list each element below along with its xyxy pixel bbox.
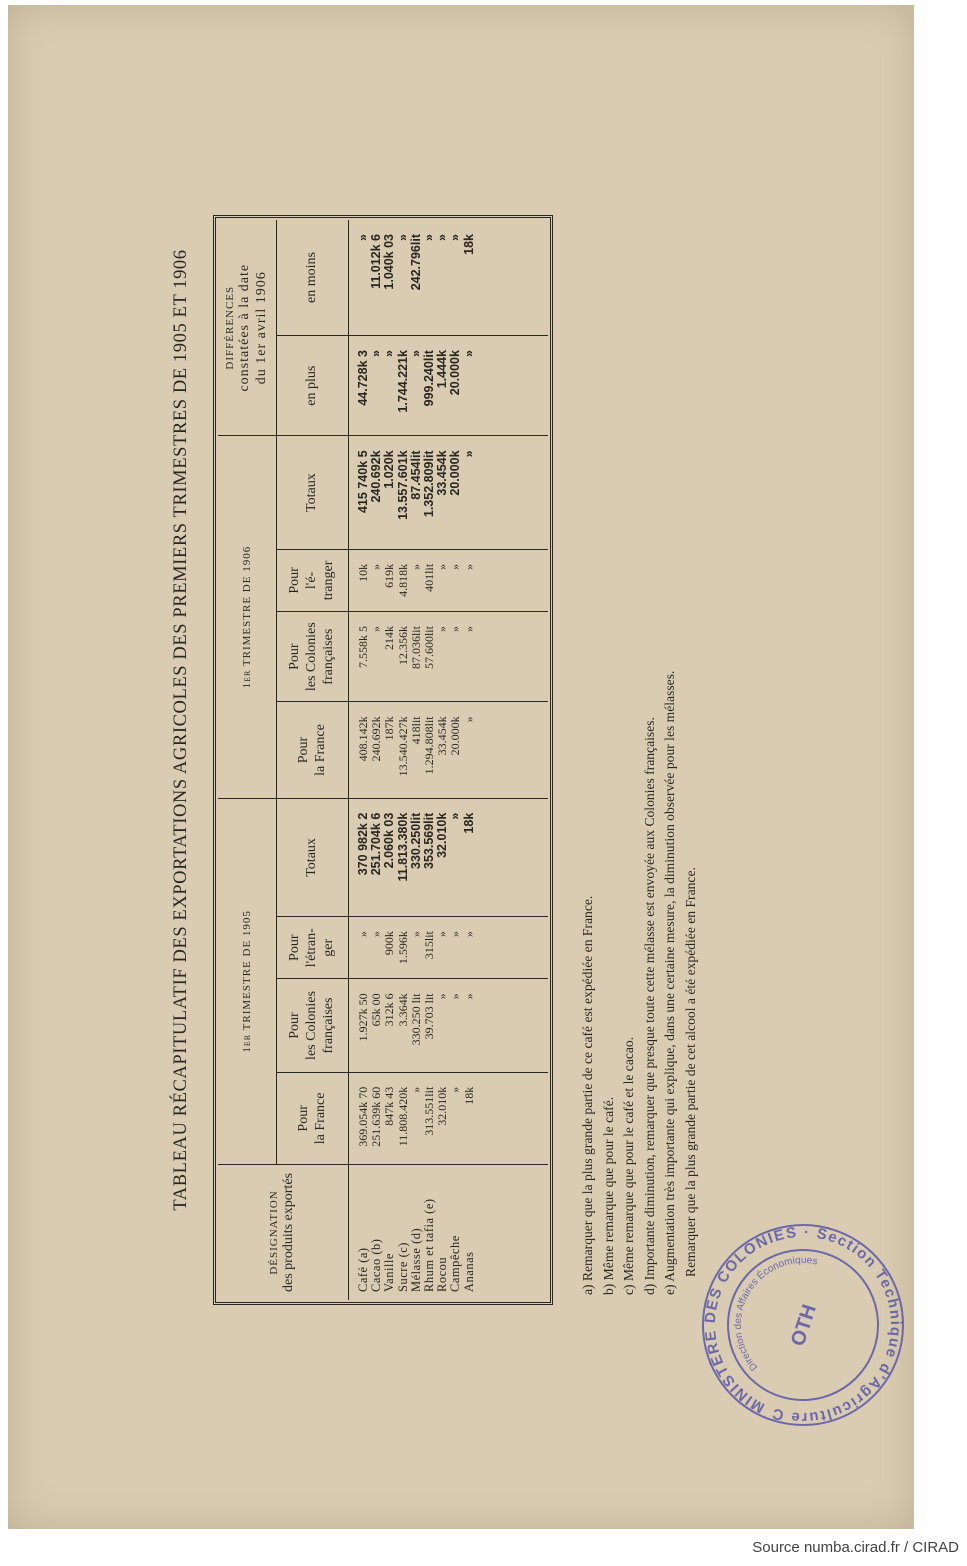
cell: 251.704k 6 [369,812,384,876]
cell: » [435,234,450,241]
cell: 87.454lit [408,450,423,500]
cell: » [369,931,384,938]
cell: » [435,931,450,938]
cell: 18k [461,1086,476,1105]
cell: » [461,626,476,633]
column-designation [349,1165,549,1300]
group-header-1906: 1er TRIMESTRE DE 1906 [218,436,277,798]
cell: 13.540.427k [395,716,410,777]
header-etranger-1905: Pour l'étran- ger [277,917,349,979]
row-name: Ananas [461,1251,476,1292]
cell: » [448,812,463,820]
row-name: Café (a) [356,1247,370,1292]
cell: 240.692k [369,450,384,503]
cell: » [408,1086,423,1093]
column-totaux-1906 [349,436,549,549]
cell: 330.250 lit [408,993,423,1046]
header-france-1905: Pour la France [277,1072,349,1164]
cell: » [448,993,463,1000]
cell: 240.692k [369,716,384,762]
cell: 1.352.809lit [421,450,436,518]
cell: 39.703 lit [421,993,436,1040]
cell: » [408,931,423,938]
header-colonies-1906: Pour les Colonies françaises [277,612,349,702]
cell: » [369,626,384,633]
cell: » [461,931,476,938]
cell: » [461,993,476,1000]
cell: 10k [356,563,370,582]
cell: 3.364k [395,993,410,1027]
summary-table-frame [213,215,553,1305]
cell: 847k 43 [382,1086,397,1126]
cell: » [435,626,450,633]
header-etranger-1906: Pour l'é- tranger [277,549,349,611]
column-france-1906 [349,702,549,798]
cell: » [421,234,436,241]
cell: » [448,563,463,570]
cell: 242.796lit [408,234,423,291]
cell: 12.356k [395,626,410,666]
cell: » [356,931,370,938]
cell: 900k [382,931,397,956]
cell: 11.012k 6 [369,234,384,289]
cell: 1.744.221k [395,350,410,413]
cell: 20.000k [448,716,463,756]
row-name: Rocou [435,1256,450,1292]
cell: 18k [461,812,476,834]
cell: » [435,993,450,1000]
cell: » [448,626,463,633]
cell: » [395,234,410,241]
svg-text:Direction des Affaires Économi: Direction des Affaires Économiques [732,1254,819,1373]
cell: » [369,563,384,570]
row-name: Campêche [448,1235,463,1292]
page-title: TABLEAU RÉCAPITULATIF DES EXPORTATIONS AGRICOLES DES PREMIERS TRIMESTRES DE 1905 ET 1906 [171,249,191,1211]
cell: 415 740k 5 [356,450,370,513]
cell: 57.600lit [421,626,436,670]
cell: 370 982k 2 [356,812,370,876]
cell: 330.250lit [408,812,423,869]
cell: 13.557.601k [395,450,410,520]
footnote-c: c) Même remarque que pour le café et le cacao. [621,1036,636,1295]
column-etranger-1905 [349,917,549,979]
cell: 11.813.380k [395,812,410,882]
cell: » [461,350,476,357]
cell: 65k 00 [369,993,384,1027]
cell: 20.000k [448,350,463,396]
row-name: Vanille [382,1253,397,1292]
cell: 315lit [421,931,436,960]
footnote-e: e) Augmentation très importante qui explique, dans une certaine mesure, la diminution observée pour les mélasses. [662,670,677,1295]
cell: 11.808.420k [395,1086,410,1147]
row-name: Cacao (b) [369,1238,384,1292]
cell: 187k [382,716,397,741]
row-name: Rhum et tafia (e) [421,1198,436,1292]
header-en-plus: en plus [277,336,349,436]
cell: 32.010k [435,812,450,858]
summary-table [218,220,548,1300]
footnotes [578,671,701,1295]
cell: 401lit [421,563,436,592]
group-header-1905: 1er TRIMESTRE DE 1905 [218,798,277,1164]
cell: 408.142k [356,716,370,762]
cell: » [461,563,476,570]
cell: 87.036lit [408,626,423,670]
cell: 313.551lit [421,1086,436,1136]
cell: 214k [382,626,397,651]
cell: 312k 6 [382,993,397,1027]
cell: 999.240lit [421,350,436,407]
cell: 33.454k [435,716,450,756]
cell: 1.020k [382,450,397,489]
institution-stamp [698,1220,908,1430]
cell: 4.818k [395,563,410,597]
cell: » [435,563,450,570]
header-totaux-1906: Totaux [277,436,349,549]
cell: 2.060k 03 [382,812,397,869]
row-name: Sucre (c) [395,1242,410,1292]
cell: 1.927k 50 [356,993,370,1042]
footnote-b: b) Même remarque que pour le café. [600,1096,616,1295]
column-colonies-1906 [349,612,549,702]
cell: » [369,350,384,357]
header-totaux-1905: Totaux [277,798,349,916]
cell: » [356,234,370,241]
cell: 18k [461,234,476,255]
column-colonies-1905 [349,979,549,1072]
cell: 20.000k [448,450,463,496]
column-en-plus [349,336,549,436]
column-france-1905 [349,1072,549,1164]
header-en-moins: en moins [277,220,349,336]
cell: 369.054k 70 [356,1086,370,1147]
cell: 1.596k [395,931,410,965]
cell: » [382,350,397,357]
cell: » [448,234,463,241]
cell: » [448,931,463,938]
cell: 33.454k [435,450,450,496]
header-colonies-1905: Pour les Colonies françaises [277,979,349,1072]
designation-header: DÉSIGNATION des produits exportés [218,1165,349,1300]
header-france-1906: Pour la France [277,702,349,798]
svg-text:MINISTÈRE DES COLONIES · Secti: MINISTÈRE DES COLONIES · Section Technique d'Agriculture Coloniale [701,1223,905,1427]
column-totaux-1905 [349,798,549,916]
group-header-differences: DIFFÉRENCES constatées à la date du 1er avril 1906 [218,220,277,436]
cell: 1.294.808lit [421,716,436,775]
footnote-a: a) Remarquer que la plus grande partie de ce café est expédiée en France. [580,895,595,1295]
cell: 619k [382,563,397,588]
cell: » [408,350,423,357]
cell: 251.639k 60 [369,1086,384,1147]
cell: 1.444k [435,350,450,389]
cell: » [448,1086,463,1093]
svg-text:OTH: OTH [786,1301,821,1349]
document-page [8,5,914,1529]
column-en-moins [349,220,549,336]
column-etranger-1906 [349,549,549,611]
cell: » [461,450,476,458]
footnote-e-continued: Remarquer que la plus grande partie de cet alcool a été expédiée en France. [682,867,698,1277]
cell: 1.040k 03 [382,234,397,290]
cell: » [461,716,476,723]
row-name: Mélasse (d) [408,1227,423,1292]
cell: 418lit [408,716,423,745]
cell: 44.728k 3 [356,350,370,406]
footnote-d: d) Importante diminution, remarquer que presque toute cette mélasse est envoyée aux Colonies françaises. [641,717,657,1295]
cell: 353.569lit [421,812,436,869]
cell: 32.010k [435,1086,450,1126]
cell: » [408,563,423,570]
cell: 7.558k 5 [356,626,370,669]
source-credit: Source numba.cirad.fr / CIRAD [752,1539,959,1556]
